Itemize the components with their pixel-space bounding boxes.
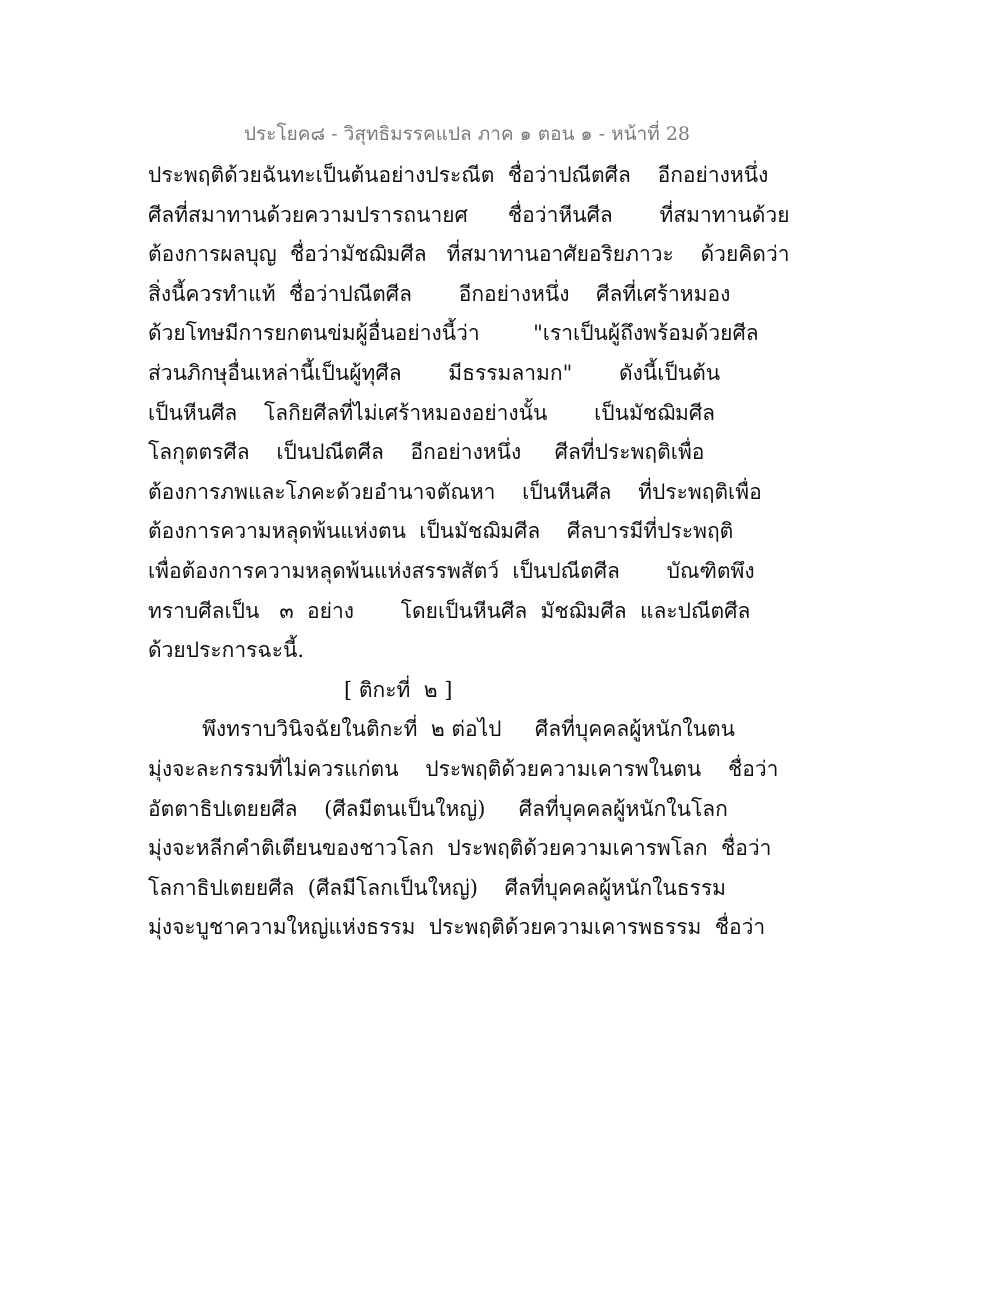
text-line: ส่วนภิกษุอื่นเหล่านี้เป็นผู้ทุศีล มีธรรมลามก" ดังนี้เป็นต้น xyxy=(148,360,721,385)
text-line: มุ่งจะบูชาความใหญ่แห่งธรรม ประพฤติด้วยความเคารพธรรม ชื่อว่า xyxy=(148,915,766,940)
text-line: เป็นหีนศีล โลกิยศีลที่ไม่เศร้าหมองอย่างนั้น เป็นมัชฌิมศีล xyxy=(148,400,716,425)
text-line: ด้วยโทษมีการยกตนข่มผู้อื่นอย่างนี้ว่า "เราเป็นผู้ถึงพร้อมด้วยศีล xyxy=(148,321,759,346)
text-line: โลกุตตรศีล เป็นปณีตศีล อีกอย่างหนึ่ง ศีลที่ประพฤติเพื่อ xyxy=(148,440,705,465)
text-line: ต้องการความหลุดพ้นแห่งตน เป็นมัชฌิมศีล ศีลบารมีที่ประพฤติ xyxy=(148,519,734,544)
text-line: สิ่งนี้ควรทำแท้ ชื่อว่าปณีตศีล อีกอย่างหนึ่ง ศีลที่เศร้าหมอง xyxy=(148,281,731,306)
text-line: ต้องการภพและโภคะด้วยอำนาจตัณหา เป็นหีนศีล ที่ประพฤติเพื่อ xyxy=(148,479,762,504)
text-line: ทราบศีลเป็น ๓ อย่าง โดยเป็นหีนศีล มัชฌิมศีล และปณีตศีล xyxy=(148,598,751,623)
paragraph-first-line: พึงทราบวินิจฉัยในติกะที่ ๒ ต่อไป ศีลที่บุคคลผู้หนักในตน xyxy=(202,717,736,742)
text-line: โลกาธิปเตยยศีล (ศีลมีโลกเป็นใหญ่) ศีลที่บุคคลผู้หนักในธรรม xyxy=(148,875,727,900)
body-text xyxy=(148,156,790,948)
text-line: ศีลที่สมาทานด้วยความปรารถนายศ ชื่อว่าหีนศีล ที่สมาทานด้วย xyxy=(148,202,790,227)
text-line: เพื่อต้องการความหลุดพ้นแห่งสรรพสัตว์ เป็นปณีตศีล บัณฑิตพึง xyxy=(148,558,755,583)
text-line: ประพฤติด้วยฉันทะเป็นต้นอย่างประณีต ชื่อว่าปณีตศีล อีกอย่างหนึ่ง xyxy=(148,163,769,187)
text-line: ต้องการผลบุญ ชื่อว่ามัชฌิมศีล ที่สมาทานอาศัยอริยภาวะ ด้วยคิดว่า xyxy=(148,242,790,267)
text-line: อัตตาธิปเตยยศีล (ศีลมีตนเป็นใหญ่) ศีลที่บุคคลผู้หนักในโลก xyxy=(148,796,728,821)
text-line: มุ่งจะละกรรมที่ไม่ควรแก่ตน ประพฤติด้วยความเคารพในตน ชื่อว่า xyxy=(148,756,779,781)
text-line: มุ่งจะหลีกคำติเตียนของชาวโลก ประพฤติด้วยความเคารพโลก ชื่อว่า xyxy=(148,836,772,861)
running-header: ประโยค๘ - วิสุทธิมรรคแปล ภาค ๑ ตอน ๑ - หน้าที่ 28 xyxy=(244,123,690,145)
text-line: ด้วยประการฉะนี้. xyxy=(148,638,305,663)
section-heading: [ ติกะที่ ๒ ] xyxy=(344,677,453,702)
